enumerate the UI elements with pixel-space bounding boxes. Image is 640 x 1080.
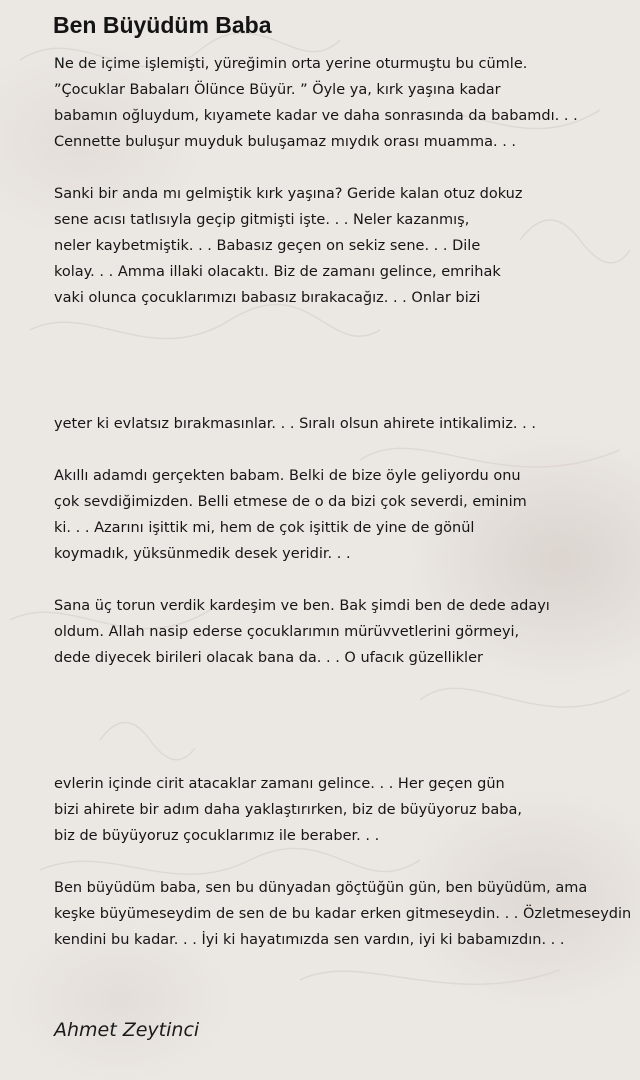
poem-line: oldum. Allah nasip ederse çocuklarımın mürüvvetlerini görmeyi,: [54, 624, 520, 640]
poem-line: Ben büyüdüm baba, sen bu dünyadan göçtüğün gün, ben büyüdüm, ama: [54, 880, 588, 896]
poem-line: ki. . . Azarını işittik mi, hem de çok işittik de yine de gönül: [54, 520, 475, 536]
poem-title: Ben Büyüdüm Baba: [53, 12, 272, 38]
poem-line: kolay. . . Amma illaki olacaktı. Biz de zamanı gelince, emrihak: [54, 264, 501, 280]
poem-line: ”Çocuklar Babaları Ölünce Büyür. ” Öyle ya, kırk yaşına kadar: [54, 82, 501, 98]
poem-line: keşke büyümeseydim de sen de bu kadar erken gitmeseydin. . . Özletmeseydin: [54, 906, 632, 922]
poem-line: çok sevdiğimizden. Belli etmese de o da bizi çok severdi, eminim: [54, 494, 527, 510]
poem-line: Sanki bir anda mı gelmiştik kırk yaşına? Geride kalan otuz dokuz: [54, 186, 523, 202]
poem-line: Ne de içime işlemişti, yüreğimin orta yerine oturmuştu bu cümle.: [54, 56, 528, 72]
poem-line: kendini bu kadar. . . İyi ki hayatımızda sen vardın, iyi ki babamızdın. . .: [54, 932, 565, 948]
poem-line: Sana üç torun verdik kardeşim ve ben. Bak şimdi ben de dede adayı: [54, 598, 550, 614]
poem-line: biz de büyüyoruz çocuklarımız ile beraber. . .: [54, 828, 380, 844]
stanza-7: [54, 875, 631, 953]
poem-line: babamın oğluydum, kıyamete kadar ve daha sonrasında da babamdı. . .: [54, 108, 578, 124]
stanza-4: [54, 463, 527, 567]
poem-line: dede diyecek birileri olacak bana da. . . O ufacık güzellikler: [54, 650, 483, 666]
stanza-6: [54, 771, 522, 849]
stanza-2: [54, 181, 522, 311]
stanza-1: [54, 51, 578, 155]
poem-line: evlerin içinde cirit atacaklar zamanı gelince. . . Her geçen gün: [54, 776, 505, 792]
poem-line: bizi ahirete bir adım daha yaklaştırırken, biz de büyüyoruz baba,: [54, 802, 522, 818]
poem-line: vaki olunca çocuklarımızı babasız bırakacağız. . . Onlar bizi: [54, 290, 481, 306]
poem-line: Cennette buluşur muyduk buluşamaz mıydık orası muamma. . .: [54, 134, 517, 150]
poem-line: yeter ki evlatsız bırakmasınlar. . . Sıralı olsun ahirete intikalimiz. . .: [54, 416, 536, 432]
stanza-3: [54, 411, 536, 437]
poem-line: Akıllı adamdı gerçekten babam. Belki de bize öyle geliyordu onu: [54, 468, 521, 484]
poem-author: Ahmet Zeytinci: [54, 1019, 200, 1041]
poem-line: koymadık, yüksünmedik desek yeridir. . .: [54, 546, 351, 562]
stanza-5: [54, 593, 550, 671]
poem-line: neler kaybetmiştik. . . Babasız geçen on sekiz sene. . . Dile: [54, 238, 481, 254]
poem-line: sene acısı tatlısıyla geçip gitmişti işte. . . Neler kazanmış,: [54, 212, 470, 228]
